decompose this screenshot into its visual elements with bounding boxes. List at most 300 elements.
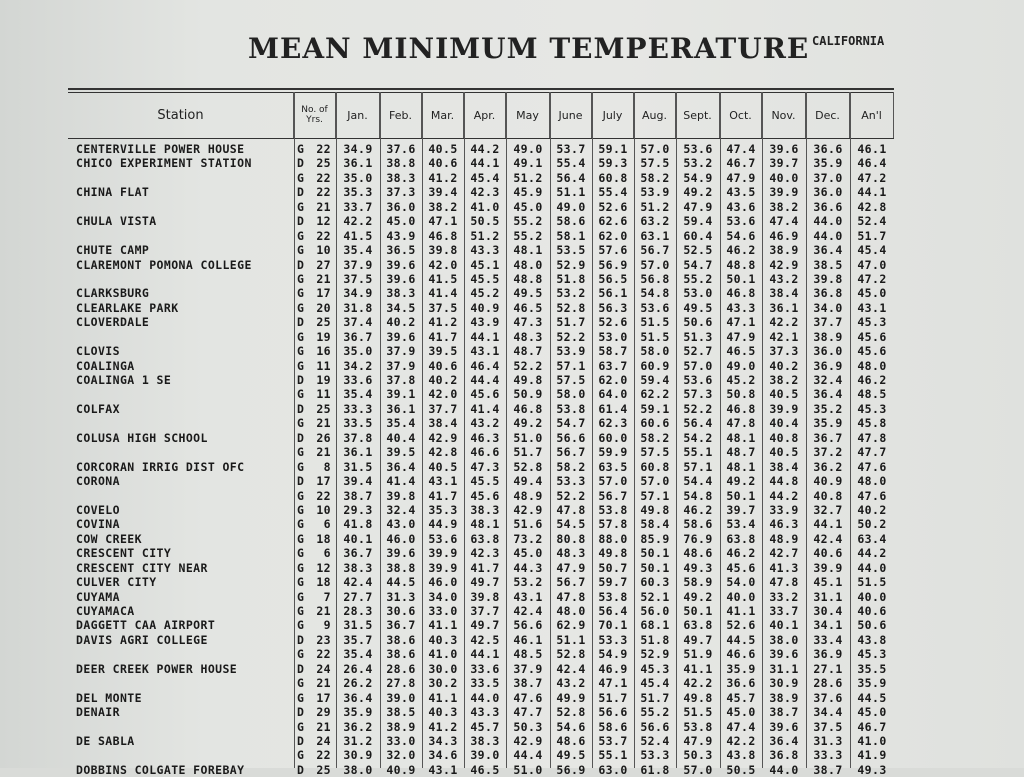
temp-value: 41.1: [683, 661, 713, 676]
temp-value: 44.5: [857, 690, 887, 705]
temp-value: 46.8: [428, 228, 458, 243]
table-row: [68, 243, 894, 257]
station-name: COVELO: [76, 502, 120, 517]
station-name: CUYAMACA: [76, 604, 135, 618]
temp-value: 39.6: [769, 719, 799, 734]
record-type: G: [297, 271, 305, 286]
temp-value: 59.1: [598, 142, 628, 156]
temp-value: 39.4: [343, 474, 373, 489]
temp-value: 36.8: [813, 286, 843, 301]
temp-value: 47.3: [513, 315, 543, 330]
temp-value: 54.4: [683, 474, 713, 489]
temp-value: 40.9: [386, 762, 416, 777]
temp-value: 45.6: [857, 329, 887, 344]
temp-value: 53.9: [556, 344, 586, 359]
temp-value: 34.9: [343, 286, 373, 301]
temp-value: 30.6: [386, 604, 416, 618]
record-type: G: [297, 488, 305, 503]
temp-value: 47.3: [470, 459, 500, 474]
temp-value: 33.3: [813, 748, 843, 763]
years-count: 20: [316, 300, 331, 315]
station-name: CENTERVILLE POWER HOUSE: [76, 142, 245, 156]
table-row: [68, 185, 894, 199]
temp-value: 55.1: [683, 445, 713, 460]
record-type: G: [297, 560, 305, 575]
temp-value: 50.3: [683, 748, 713, 763]
temp-value: 38.6: [386, 647, 416, 662]
header-col-7: Aug.: [634, 92, 676, 138]
temp-value: 58.4: [640, 517, 670, 532]
temp-value: 42.0: [428, 257, 458, 272]
temp-value: 40.1: [343, 531, 373, 546]
temp-value: 52.8: [556, 300, 586, 315]
record-type: G: [297, 170, 305, 185]
table-row: [68, 200, 894, 214]
header-col-2: Mar.: [422, 92, 464, 138]
temp-value: 42.9: [428, 430, 458, 445]
temp-value: 42.9: [513, 502, 543, 517]
temp-value: 42.4: [556, 661, 586, 676]
page-title: MEAN MINIMUM TEMPERATURE: [248, 32, 810, 65]
table-row: [68, 546, 894, 560]
temp-value: 33.0: [386, 733, 416, 748]
table-row: [68, 402, 894, 416]
temp-value: 52.9: [640, 647, 670, 662]
temp-value: 46.3: [769, 517, 799, 532]
record-type: G: [297, 647, 305, 662]
temp-value: 50.1: [640, 546, 670, 561]
temp-value: 44.4: [513, 748, 543, 763]
record-type: D: [297, 705, 305, 720]
temp-value: 36.6: [813, 142, 843, 156]
temp-value: 53.6: [640, 300, 670, 315]
record-type: G: [297, 387, 305, 402]
temp-value: 43.2: [769, 271, 799, 286]
temp-value: 41.9: [857, 748, 887, 763]
temp-value: 42.3: [470, 185, 500, 200]
temp-value: 31.2: [343, 733, 373, 748]
temp-value: 36.0: [813, 344, 843, 359]
temp-value: 63.8: [470, 531, 500, 546]
temp-value: 51.5: [683, 705, 713, 720]
temp-value: 36.1: [769, 300, 799, 315]
temp-value: 54.6: [556, 719, 586, 734]
temp-value: 40.2: [386, 315, 416, 330]
temp-value: 46.6: [470, 445, 500, 460]
temp-value: 40.4: [769, 416, 799, 431]
temp-value: 85.9: [640, 531, 670, 546]
station-name: CHINA FLAT: [76, 185, 150, 200]
temp-value: 44.0: [857, 560, 887, 575]
temp-value: 54.8: [640, 286, 670, 301]
record-type: G: [297, 228, 305, 243]
temp-value: 60.3: [640, 575, 670, 590]
temp-value: 47.4: [769, 214, 799, 229]
temp-value: 68.1: [640, 618, 670, 633]
temp-value: 34.0: [428, 589, 458, 604]
temp-value: 52.6: [598, 199, 628, 214]
temp-value: 46.8: [726, 286, 756, 301]
temp-value: 56.9: [598, 257, 628, 272]
temp-value: 55.2: [640, 705, 670, 720]
temp-value: 42.9: [513, 733, 543, 748]
temp-value: 36.1: [343, 445, 373, 460]
temp-value: 62.9: [556, 618, 586, 633]
temp-value: 39.0: [470, 748, 500, 763]
temp-value: 49.8: [598, 546, 628, 561]
years-count: 25: [316, 401, 331, 416]
temp-value: 58.2: [556, 459, 586, 474]
temp-value: 31.1: [813, 589, 843, 604]
temp-value: 46.7: [726, 156, 756, 171]
temp-value: 30.2: [428, 676, 458, 691]
temp-value: 44.1: [813, 517, 843, 532]
temp-value: 36.1: [386, 401, 416, 416]
temp-value: 35.4: [386, 416, 416, 431]
temp-value: 38.5: [386, 705, 416, 720]
temp-value: 53.6: [683, 373, 713, 387]
temp-value: 27.7: [343, 589, 373, 604]
years-count: 10: [316, 243, 331, 258]
temp-value: 51.7: [513, 445, 543, 460]
station-name: CLARKSBURG: [76, 286, 150, 301]
temp-value: 36.9: [813, 358, 843, 373]
temp-value: 31.5: [343, 618, 373, 633]
temp-value: 42.0: [428, 387, 458, 402]
temp-value: 45.6: [726, 560, 756, 575]
years-count: 21: [316, 199, 331, 214]
temp-value: 44.0: [470, 690, 500, 705]
temp-value: 48.7: [726, 445, 756, 460]
station-name: COLUSA HIGH SCHOOL: [76, 430, 208, 445]
table-row: [68, 171, 894, 185]
temp-value: 28.3: [343, 604, 373, 618]
header-years: No. of Yrs.: [294, 92, 336, 138]
temp-value: 41.0: [428, 647, 458, 662]
years-count: 12: [316, 560, 331, 575]
temp-value: 70.1: [598, 618, 628, 633]
temp-value: 38.0: [769, 632, 799, 647]
temp-value: 57.8: [598, 517, 628, 532]
temp-value: 33.0: [428, 604, 458, 618]
temp-value: 59.7: [598, 575, 628, 590]
record-type: G: [297, 142, 305, 156]
temp-value: 35.2: [813, 401, 843, 416]
temp-value: 31.3: [813, 733, 843, 748]
temp-value: 37.2: [813, 445, 843, 460]
temp-value: 33.4: [813, 632, 843, 647]
years-count: 24: [316, 661, 331, 676]
header-col-8: Sept.: [676, 92, 720, 138]
header-col-5: June: [550, 92, 592, 138]
temp-value: 53.8: [556, 401, 586, 416]
temp-value: 88.0: [598, 531, 628, 546]
header-col-3: Apr.: [464, 92, 506, 138]
years-count: 7: [323, 589, 331, 604]
temp-value: 56.7: [556, 575, 586, 590]
temp-value: 53.2: [556, 286, 586, 301]
station-name: DENAIR: [76, 705, 120, 720]
temp-value: 50.5: [726, 762, 756, 777]
temp-value: 39.6: [769, 142, 799, 156]
temp-value: 37.7: [470, 604, 500, 618]
temp-value: 54.9: [598, 647, 628, 662]
table-row: [68, 662, 894, 676]
temp-value: 51.7: [598, 690, 628, 705]
station-name: DAVIS AGRI COLLEGE: [76, 632, 208, 647]
temp-value: 47.4: [726, 142, 756, 156]
record-type: G: [297, 676, 305, 691]
temp-value: 39.9: [769, 185, 799, 200]
table-row: [68, 214, 894, 228]
station-name: CRESCENT CITY: [76, 546, 172, 561]
temp-value: 48.9: [769, 531, 799, 546]
temp-value: 36.6: [813, 199, 843, 214]
temp-value: 63.7: [598, 358, 628, 373]
record-type: D: [297, 257, 305, 272]
temp-value: 47.8: [769, 575, 799, 590]
temp-value: 43.3: [470, 243, 500, 258]
temp-value: 33.7: [769, 604, 799, 618]
temp-value: 43.1: [470, 344, 500, 359]
temp-value: 52.1: [640, 589, 670, 604]
temp-value: 37.5: [428, 300, 458, 315]
temp-value: 36.1: [343, 156, 373, 171]
temp-value: 58.6: [556, 214, 586, 229]
table-row: [68, 373, 894, 387]
temp-value: 47.6: [857, 488, 887, 503]
temp-value: 47.1: [598, 676, 628, 691]
temp-value: 53.3: [598, 632, 628, 647]
temp-value: 38.2: [428, 199, 458, 214]
years-count: 22: [316, 228, 331, 243]
temp-value: 57.0: [683, 358, 713, 373]
temp-value: 46.2: [857, 373, 887, 387]
temp-value: 56.5: [598, 271, 628, 286]
temp-value: 45.6: [470, 387, 500, 402]
temp-value: 34.9: [343, 142, 373, 156]
header-station: Station: [68, 92, 294, 138]
temp-value: 39.8: [813, 271, 843, 286]
temp-value: 32.4: [386, 502, 416, 517]
years-count: 21: [316, 676, 331, 691]
temp-value: 46.0: [428, 575, 458, 590]
temp-value: 35.7: [343, 632, 373, 647]
station-name: CUYAMA: [76, 589, 120, 604]
temp-value: 57.3: [683, 387, 713, 402]
temp-value: 56.6: [598, 705, 628, 720]
temp-value: 45.1: [813, 575, 843, 590]
temp-value: 41.7: [470, 560, 500, 575]
temp-value: 63.0: [598, 762, 628, 777]
temp-value: 37.6: [813, 690, 843, 705]
station-name: CHUTE CAMP: [76, 243, 150, 258]
temp-value: 45.9: [513, 185, 543, 200]
temp-value: 38.8: [386, 560, 416, 575]
temp-value: 43.1: [513, 589, 543, 604]
temp-value: 48.1: [470, 517, 500, 532]
record-type: G: [297, 517, 305, 532]
temp-value: 32.7: [813, 502, 843, 517]
temp-value: 38.3: [386, 170, 416, 185]
temp-value: 35.3: [428, 502, 458, 517]
temp-value: 50.1: [640, 560, 670, 575]
temp-value: 45.2: [470, 286, 500, 301]
temp-value: 44.1: [470, 329, 500, 344]
station-name: CLAREMONT POMONA COLLEGE: [76, 257, 252, 272]
years-count: 27: [316, 257, 331, 272]
temp-value: 43.8: [857, 632, 887, 647]
header-col-1: Feb.: [380, 92, 422, 138]
temp-value: 47.0: [857, 257, 887, 272]
record-type: G: [297, 300, 305, 315]
temp-value: 57.1: [556, 358, 586, 373]
temp-value: 50.6: [857, 618, 887, 633]
temp-value: 40.8: [769, 430, 799, 445]
years-count: 26: [316, 430, 331, 445]
temp-value: 38.3: [470, 733, 500, 748]
station-name: COW CREEK: [76, 531, 142, 546]
record-type: G: [297, 344, 305, 359]
temp-value: 53.6: [428, 531, 458, 546]
temp-value: 35.0: [343, 344, 373, 359]
temp-value: 49.7: [683, 632, 713, 647]
temp-value: 51.5: [857, 575, 887, 590]
temp-value: 38.7: [813, 762, 843, 777]
temp-value: 56.0: [640, 604, 670, 618]
temp-value: 41.1: [726, 604, 756, 618]
station-name: DEER CREEK POWER HOUSE: [76, 661, 238, 676]
years-count: 18: [316, 531, 331, 546]
temp-value: 51.1: [556, 632, 586, 647]
station-name: CHULA VISTA: [76, 214, 157, 229]
years-count: 24: [316, 733, 331, 748]
station-name: CORONA: [76, 474, 120, 489]
temp-value: 32.4: [813, 373, 843, 387]
temp-value: 51.9: [683, 647, 713, 662]
temp-value: 59.4: [683, 214, 713, 229]
record-type: D: [297, 373, 305, 387]
temp-value: 46.5: [470, 762, 500, 777]
temp-value: 51.8: [640, 632, 670, 647]
temp-value: 36.2: [343, 719, 373, 734]
temp-value: 48.0: [556, 604, 586, 618]
temp-value: 38.4: [769, 286, 799, 301]
temp-value: 57.6: [598, 243, 628, 258]
record-type: D: [297, 185, 305, 200]
temp-value: 48.0: [513, 257, 543, 272]
temp-value: 41.0: [470, 199, 500, 214]
temp-value: 53.3: [556, 474, 586, 489]
temp-value: 42.1: [769, 329, 799, 344]
record-type: D: [297, 430, 305, 445]
station-name: DAGGETT CAA AIRPORT: [76, 618, 216, 633]
temp-value: 41.5: [343, 228, 373, 243]
record-type: G: [297, 286, 305, 301]
temp-value: 62.0: [598, 228, 628, 243]
temp-value: 54.5: [556, 517, 586, 532]
temp-value: 54.7: [556, 416, 586, 431]
record-type: D: [297, 214, 305, 229]
temp-value: 40.5: [769, 387, 799, 402]
temp-value: 56.6: [513, 618, 543, 633]
temp-value: 58.7: [598, 344, 628, 359]
record-type: G: [297, 719, 305, 734]
temp-value: 44.2: [857, 546, 887, 561]
temp-value: 35.4: [343, 647, 373, 662]
temp-value: 46.5: [726, 344, 756, 359]
temp-value: 57.0: [598, 474, 628, 489]
years-count: 17: [316, 474, 331, 489]
temp-value: 55.2: [683, 271, 713, 286]
table-row: [68, 561, 894, 575]
temp-value: 37.9: [386, 344, 416, 359]
temp-value: 37.9: [513, 661, 543, 676]
temp-value: 60.8: [598, 170, 628, 185]
temp-value: 39.6: [386, 271, 416, 286]
record-type: G: [297, 358, 305, 373]
temp-value: 42.8: [857, 199, 887, 214]
temp-value: 40.6: [857, 604, 887, 618]
temp-value: 44.0: [813, 228, 843, 243]
header-col-6: July: [592, 92, 634, 138]
table-row: [68, 604, 894, 618]
table-row: [68, 315, 894, 329]
header-col-10: Nov.: [762, 92, 806, 138]
temp-value: 47.8: [556, 502, 586, 517]
temp-value: 39.8: [428, 243, 458, 258]
temp-value: 39.5: [386, 445, 416, 460]
temp-value: 62.3: [598, 416, 628, 431]
table-row: [68, 720, 894, 734]
temp-value: 48.8: [726, 257, 756, 272]
temp-value: 40.3: [428, 705, 458, 720]
temp-value: 58.2: [640, 430, 670, 445]
table-row: [68, 258, 894, 272]
temp-value: 36.7: [813, 430, 843, 445]
record-type: D: [297, 474, 305, 489]
temp-value: 43.0: [386, 517, 416, 532]
temp-value: 52.6: [598, 315, 628, 330]
temp-value: 43.1: [428, 474, 458, 489]
temp-value: 39.7: [769, 156, 799, 171]
temp-value: 51.7: [556, 315, 586, 330]
temp-value: 41.1: [428, 618, 458, 633]
temp-value: 36.9: [813, 647, 843, 662]
temp-value: 41.4: [386, 474, 416, 489]
temp-value: 55.4: [598, 185, 628, 200]
temp-value: 42.4: [513, 604, 543, 618]
temp-value: 39.9: [428, 546, 458, 561]
table-row: [68, 445, 894, 459]
temp-value: 46.0: [386, 531, 416, 546]
temp-value: 33.5: [470, 676, 500, 691]
temp-value: 39.8: [386, 488, 416, 503]
temp-value: 45.0: [513, 199, 543, 214]
temp-value: 48.7: [513, 344, 543, 359]
temp-value: 38.5: [813, 257, 843, 272]
temp-value: 44.1: [857, 185, 887, 200]
temp-value: 33.5: [343, 416, 373, 431]
temp-value: 45.0: [857, 705, 887, 720]
temp-value: 34.0: [813, 300, 843, 315]
temp-value: 45.7: [726, 690, 756, 705]
years-count: 11: [316, 387, 331, 402]
record-type: G: [297, 546, 305, 561]
table-row: [68, 691, 894, 705]
record-type: D: [297, 762, 305, 777]
temp-value: 50.5: [470, 214, 500, 229]
